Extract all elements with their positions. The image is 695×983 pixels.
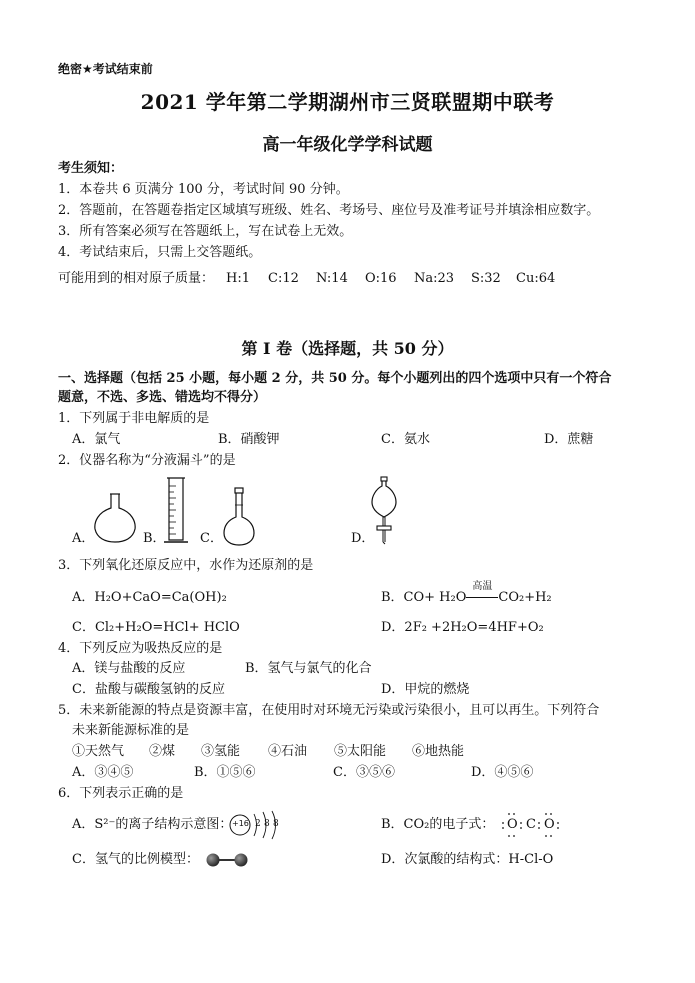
q5-item: ③氢能 [201, 744, 241, 759]
atomic-mass-o: O:16 [365, 271, 397, 286]
notice-item: 4．考试结束后，只需上交答题纸。 [58, 245, 262, 260]
atomic-mass-n: N:14 [316, 271, 348, 286]
q3-option-c: C．Cl₂+H₂O=HCl+ HClO [72, 620, 240, 635]
q5-option-a: A．③④⑤ [72, 765, 134, 780]
round-flask-icon [92, 492, 138, 544]
q4-stem: 4．下列反应为吸热反应的是 [58, 641, 223, 656]
q3-option-b-right: CO₂+H₂ [498, 590, 552, 605]
q2-option-a: A． [72, 531, 95, 546]
q5-item: ①天然气 [72, 744, 125, 759]
q5-item: ④石油 [268, 744, 308, 759]
shell-electrons: 8 [264, 819, 270, 829]
q5-item: ⑤太阳能 [334, 744, 387, 759]
atomic-mass-cu: Cu:64 [516, 271, 556, 286]
q1-option-a: A．氯气 [72, 432, 121, 447]
shell-electrons: 2 [255, 819, 261, 829]
q3-option-a: A．H₂O+CaO=Ca(OH)₂ [72, 590, 227, 605]
q5-option-d: D．④⑤⑥ [471, 765, 534, 780]
q5-item: ②煤 [149, 744, 176, 759]
q5-stem: 5．未来新能源的特点是资源丰富，在使用时对环境无污染或污染很小，且可以再生。下列符合 [58, 703, 600, 718]
section-instruction-cont: 题意，不选、多选、错选均不得分） [58, 390, 267, 405]
exam-subtitle: 高一年级化学学科试题 [262, 135, 433, 155]
exam-title: 2021 学年第二学期湖州市三贤联盟期中联考 [140, 90, 555, 114]
q1-stem: 1．下列属于非电解质的是 [58, 411, 210, 426]
q6-option-b: B．CO₂的电子式： [381, 817, 495, 832]
q5-stem-cont: 未来新能源标准的是 [72, 723, 190, 738]
secret-label: 绝密★考试结束前 [58, 62, 153, 76]
q4-option-d: D．甲烷的燃烧 [381, 682, 470, 697]
q3-option-b [381, 581, 552, 606]
q3-stem: 3．下列氧化还原反应中，水作为还原剂的是 [58, 558, 314, 573]
graduated-cylinder-icon [163, 476, 193, 546]
q1-option-d: D．蔗糖 [544, 432, 594, 447]
electron-dots-icon [501, 810, 561, 840]
q5-item: ⑥地热能 [412, 744, 465, 759]
volumetric-flask-icon [221, 487, 257, 547]
section-instruction: 一、选择题（包括 25 小题，每小题 2 分，共 50 分。每个小题列出的四个选项中只有一个符合 [58, 371, 612, 386]
q2-option-b: B． [143, 531, 166, 546]
q3-option-d: D．2F₂ +2H₂O=4HF+O₂ [381, 620, 544, 635]
q5-option-c: C．③⑤⑥ [333, 765, 395, 780]
q1-option-c: C．氨水 [381, 432, 430, 447]
q5-option-b: B．①⑤⑥ [194, 765, 256, 780]
q6-option-d: D．次氯酸的结构式：H-Cl-O [381, 852, 554, 867]
reaction-arrow [466, 581, 498, 606]
atomic-mass-c: C:12 [268, 271, 299, 286]
separatory-funnel-icon [369, 476, 399, 548]
q1-option-b: B．硝酸钾 [218, 432, 280, 447]
atom-c: C [526, 817, 536, 832]
notice-item: 2．答题前，在答题卷指定区域填写班级、姓名、考场号、座位号及准考证号并填涂相应数字。 [58, 203, 600, 218]
hydrogen-model-icon [205, 852, 249, 868]
q6-option-a: A．S²⁻的离子结构示意图： [72, 817, 233, 832]
section-title: 第 I 卷（选择题，共 50 分） [241, 339, 454, 358]
q4-option-b: B．氢气与氯气的化合 [245, 661, 372, 676]
q6-stem: 6．下列表示正确的是 [58, 786, 184, 801]
q4-option-c: C．盐酸与碳酸氢钠的反应 [72, 682, 225, 697]
q2-option-d: D． [351, 531, 375, 546]
atomic-mass-na: Na:23 [414, 271, 455, 286]
q2-stem: 2．仪器名称为“分液漏斗”的是 [58, 453, 236, 468]
q6-option-c: C．氢气的比例模型： [72, 852, 199, 867]
atom-o: O [507, 817, 518, 832]
q3-option-b-left: B．CO+ H₂O [381, 590, 467, 605]
co2-electron-formula [501, 810, 561, 840]
q4-option-a: A．镁与盐酸的反应 [72, 661, 186, 676]
atomic-mass-s: S:32 [471, 271, 501, 286]
notice-heading: 考生须知： [58, 161, 124, 176]
notice-item: 1．本卷共 6 页满分 100 分，考试时间 90 分钟。 [58, 182, 349, 197]
q2-option-c: C． [200, 531, 223, 546]
atom-o: O [544, 817, 555, 832]
notice-item: 3．所有答案必须写在答题纸上，写在试卷上无效。 [58, 224, 353, 239]
reaction-condition: 高温 [472, 581, 493, 592]
atomic-mass-label: 可能用到的相对原子质量： [58, 271, 215, 286]
ion-structure-diagram [228, 810, 292, 840]
atomic-mass-h: H:1 [226, 271, 250, 286]
nucleus-charge: +16 [232, 819, 249, 828]
shell-electrons: 8 [273, 819, 279, 829]
